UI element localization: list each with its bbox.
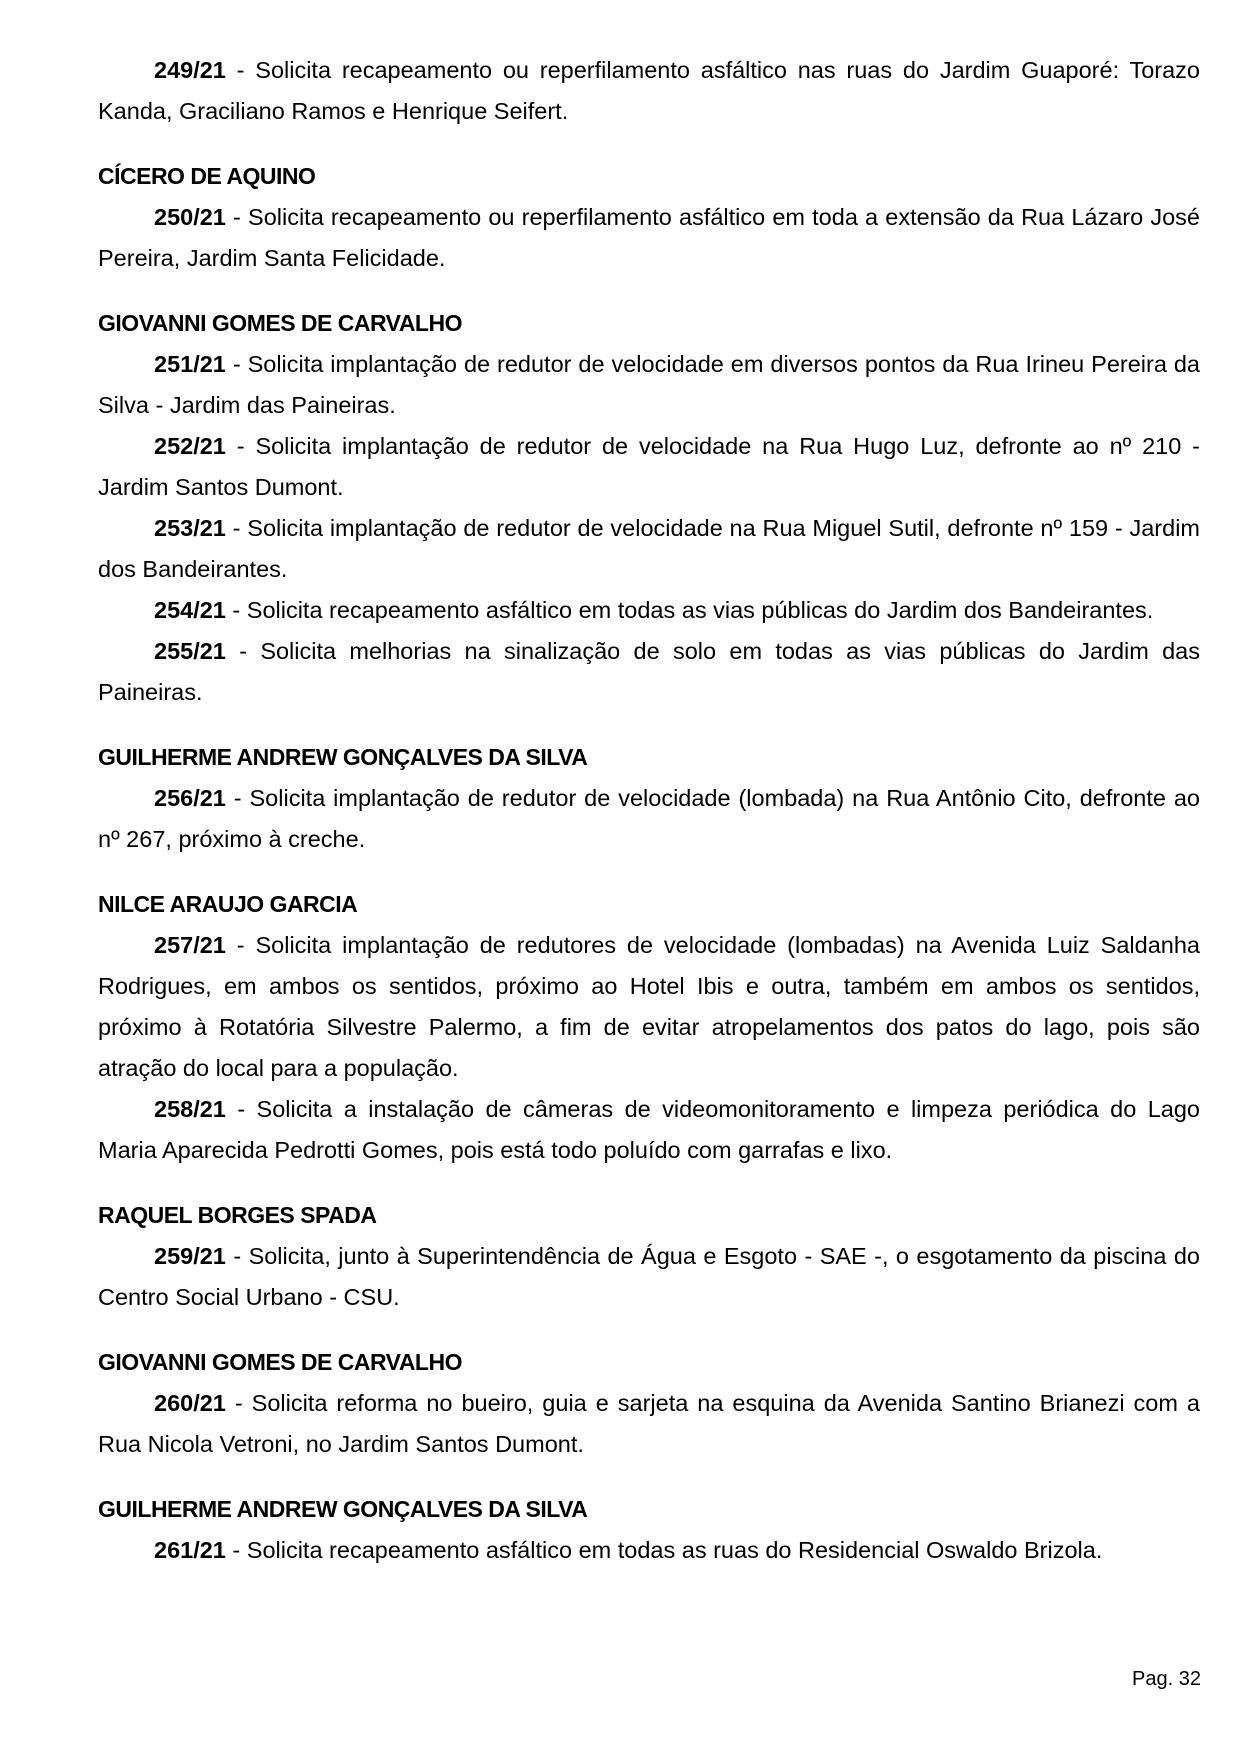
request-number: 256/21 [154,785,226,811]
request-number: 259/21 [154,1243,226,1269]
request-number: 254/21 [154,597,226,623]
request-number: 249/21 [154,57,226,83]
request-item [98,426,1200,508]
section [98,303,1200,713]
request-item [98,778,1200,860]
request-item [98,631,1200,713]
councilor-heading: GIOVANNI GOMES DE CARVALHO [98,1349,462,1375]
request-item [98,1236,1200,1318]
request-number: 257/21 [154,932,226,958]
section [98,156,1200,279]
request-number: 261/21 [154,1537,226,1563]
request-text: - Solicita melhorias na sinalização de solo em todas as vias públicas do Jardim das Paineiras. [98,638,1200,705]
councilor-heading: GUILHERME ANDREW GONÇALVES DA SILVA [98,1496,588,1522]
request-text: - Solicita recapeamento asfáltico em todas as ruas do Residencial Oswaldo Brizola. [225,1537,1103,1563]
request-item [98,1089,1200,1171]
request-number: 251/21 [154,351,226,377]
page-number: Pag. 32 [1132,1668,1201,1690]
request-number: 260/21 [154,1390,226,1416]
request-text: - Solicita recapeamento ou reperfilamento asfáltico em toda a extensão da Rua Lázaro José Pereira, Jardim Santa Felicidade. [98,204,1200,271]
request-text: - Solicita recapeamento ou reperfilamento asfáltico nas ruas do Jardim Guaporé: Torazo Kanda, Graciliano Ramos e Henrique Seifert. [98,57,1200,124]
request-number: 255/21 [154,638,226,664]
request-text: - Solicita implantação de redutores de velocidade (lombadas) na Avenida Luiz Saldanha Rodrigues, em ambos os sentidos, próximo ao Hotel Ibis e outra, também em ambos os sentidos, próximo à Rotatória Silvestre Palermo, a fim de evitar atropelamentos dos patos do lago, pois são atração do local para a população. [98,932,1200,1081]
request-item [98,344,1200,426]
request-text: - Solicita implantação de redutor de velocidade (lombada) na Rua Antônio Cito, defronte ao nº 267, próximo à creche. [98,785,1200,852]
request-text: - Solicita a instalação de câmeras de videomonitoramento e limpeza periódica do Lago Maria Aparecida Pedrotti Gomes, pois está todo poluído com garrafas e lixo. [98,1096,1200,1163]
request-item [98,590,1200,631]
councilor-heading: CÍCERO DE AQUINO [98,163,316,189]
request-item [98,925,1200,1089]
request-text: - Solicita recapeamento asfáltico em todas as vias públicas do Jardim dos Bandeirantes. [225,597,1154,623]
councilor-heading: NILCE ARAUJO GARCIA [98,891,358,917]
section [98,737,1200,860]
section [98,884,1200,1171]
request-item [98,50,1200,132]
request-number: 258/21 [154,1096,226,1122]
request-text: - Solicita, junto à Superintendência de Água e Esgoto - SAE -, o esgotamento da piscina do Centro Social Urbano - CSU. [98,1243,1200,1310]
councilor-heading: GIOVANNI GOMES DE CARVALHO [98,310,462,336]
councilor-heading: RAQUEL BORGES SPADA [98,1202,377,1228]
request-text: - Solicita implantação de redutor de velocidade em diversos pontos da Rua Irineu Pereira da Silva - Jardim das Paineiras. [98,351,1200,418]
document-page [98,50,1200,1571]
request-item [98,197,1200,279]
request-text: - Solicita implantação de redutor de velocidade na Rua Miguel Sutil, defronte nº 159 - Jardim dos Bandeirantes. [98,515,1200,582]
councilor-heading: GUILHERME ANDREW GONÇALVES DA SILVA [98,744,588,770]
request-number: 253/21 [154,515,226,541]
request-text: - Solicita implantação de redutor de velocidade na Rua Hugo Luz, defronte ao nº 210 - Jardim Santos Dumont. [98,433,1200,500]
request-item [98,1383,1200,1465]
request-number: 252/21 [154,433,226,459]
request-number: 250/21 [154,204,226,230]
section [98,1489,1200,1571]
request-text: - Solicita reforma no bueiro, guia e sarjeta na esquina da Avenida Santino Brianezi com a Rua Nicola Vetroni, no Jardim Santos Dumont. [98,1390,1200,1457]
request-item [98,508,1200,590]
section [98,1195,1200,1318]
section [98,1342,1200,1465]
request-item [98,1530,1200,1571]
section [98,50,1200,132]
